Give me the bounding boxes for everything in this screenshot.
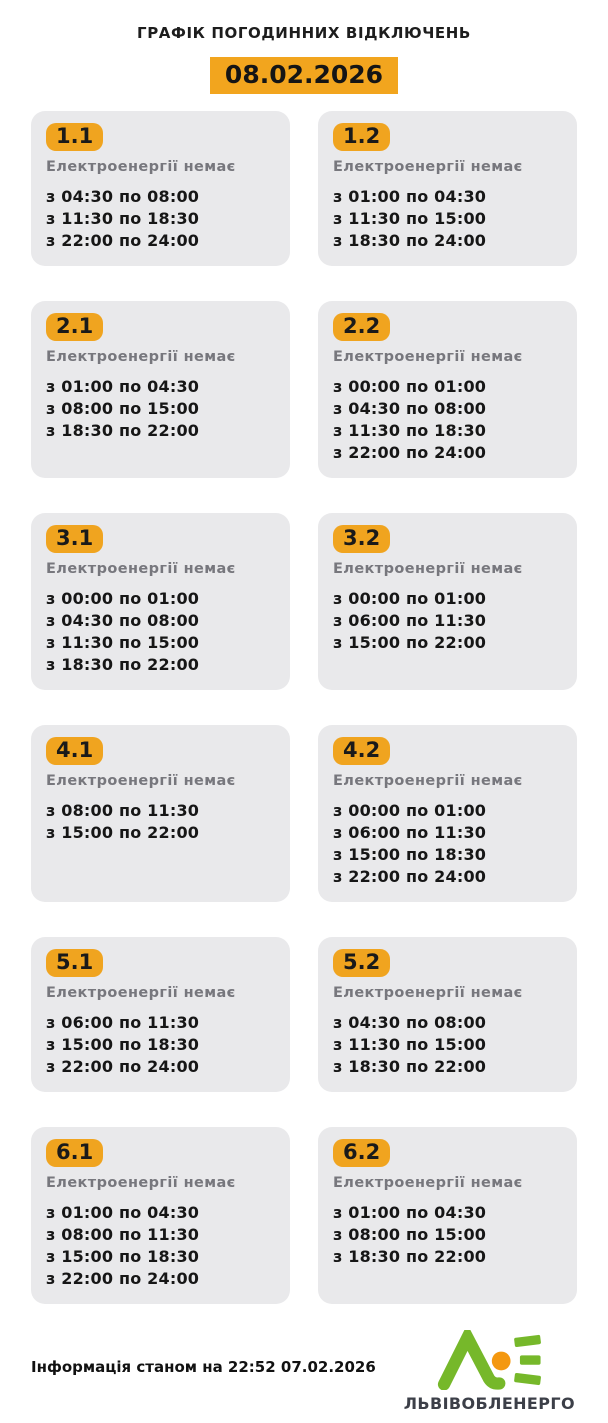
outage-interval: з 06:00 по 11:30 bbox=[333, 611, 487, 630]
outage-interval: з 11:30 по 15:00 bbox=[333, 1035, 487, 1054]
card-subtitle: Електроенергії немає bbox=[333, 985, 523, 1001]
card-subtitle: Електроенергії немає bbox=[46, 349, 236, 365]
outage-interval: з 08:00 по 11:30 bbox=[46, 801, 200, 820]
outage-card bbox=[31, 1127, 290, 1304]
group-badge: 2.1 bbox=[46, 313, 103, 341]
group-badge: 1.1 bbox=[46, 123, 103, 151]
outage-interval: з 06:00 по 11:30 bbox=[46, 1013, 200, 1032]
outage-times bbox=[333, 186, 562, 252]
outage-interval: з 11:30 по 15:00 bbox=[46, 633, 200, 652]
card-subtitle: Електроенергії немає bbox=[46, 773, 236, 789]
outage-interval: з 04:30 по 08:00 bbox=[46, 611, 200, 630]
outage-times bbox=[46, 1012, 275, 1078]
group-badge: 5.1 bbox=[46, 949, 103, 977]
group-badge: 4.2 bbox=[333, 737, 390, 765]
outage-times bbox=[333, 1202, 562, 1268]
outage-card bbox=[31, 937, 290, 1092]
outage-cards-grid bbox=[31, 111, 577, 1304]
outage-interval: з 06:00 по 11:30 bbox=[333, 823, 487, 842]
card-subtitle: Електроенергії немає bbox=[46, 1175, 236, 1191]
group-badge: 6.2 bbox=[333, 1139, 390, 1167]
outage-card bbox=[31, 301, 290, 478]
company-logo bbox=[404, 1330, 575, 1413]
outage-interval: з 18:30 по 22:00 bbox=[46, 655, 200, 674]
outage-interval: з 15:00 по 22:00 bbox=[46, 823, 200, 842]
outage-times bbox=[46, 376, 275, 442]
page-title: ГРАФІК ПОГОДИННИХ ВІДКЛЮЧЕНЬ bbox=[137, 24, 471, 42]
date-badge: 08.02.2026 bbox=[210, 57, 398, 94]
card-subtitle: Електроенергії немає bbox=[333, 349, 523, 365]
lvivoblenergo-logo-icon bbox=[437, 1330, 541, 1390]
outage-interval: з 18:30 по 22:00 bbox=[46, 421, 200, 440]
group-badge: 6.1 bbox=[46, 1139, 103, 1167]
outage-interval: з 00:00 по 01:00 bbox=[333, 801, 487, 820]
outage-card bbox=[318, 301, 577, 478]
card-subtitle: Електроенергії немає bbox=[333, 561, 523, 577]
group-badge: 1.2 bbox=[333, 123, 390, 151]
outage-interval: з 00:00 по 01:00 bbox=[333, 377, 487, 396]
group-badge: 2.2 bbox=[333, 313, 390, 341]
outage-interval: з 04:30 по 08:00 bbox=[46, 187, 200, 206]
outage-interval: з 11:30 по 15:00 bbox=[333, 209, 487, 228]
outage-interval: з 01:00 по 04:30 bbox=[333, 187, 487, 206]
card-subtitle: Електроенергії немає bbox=[46, 561, 236, 577]
outage-interval: з 15:00 по 18:30 bbox=[46, 1035, 200, 1054]
outage-interval: з 04:30 по 08:00 bbox=[333, 1013, 487, 1032]
date-row bbox=[31, 57, 577, 94]
outage-interval: з 22:00 по 24:00 bbox=[46, 1057, 200, 1076]
outage-card bbox=[31, 513, 290, 690]
footer bbox=[31, 1330, 577, 1413]
outage-card bbox=[318, 513, 577, 690]
logo-wordmark: ЛЬВІВОБЛЕНЕРГО bbox=[403, 1394, 575, 1413]
outage-interval: з 22:00 по 24:00 bbox=[333, 867, 487, 886]
card-subtitle: Електроенергії немає bbox=[333, 159, 523, 175]
outage-interval: з 00:00 по 01:00 bbox=[333, 589, 487, 608]
outage-schedule-page bbox=[0, 24, 608, 1423]
outage-card bbox=[318, 725, 577, 902]
outage-interval: з 15:00 по 22:00 bbox=[333, 633, 487, 652]
outage-times bbox=[333, 1012, 562, 1078]
card-subtitle: Електроенергії немає bbox=[333, 773, 523, 789]
card-subtitle: Електроенергії немає bbox=[46, 159, 236, 175]
outage-interval: з 08:00 по 15:00 bbox=[333, 1225, 487, 1244]
outage-times bbox=[333, 588, 562, 654]
outage-times bbox=[333, 376, 562, 464]
outage-interval: з 18:30 по 22:00 bbox=[333, 1247, 487, 1266]
outage-times bbox=[46, 800, 275, 844]
outage-card bbox=[318, 1127, 577, 1304]
outage-interval: з 08:00 по 11:30 bbox=[46, 1225, 200, 1244]
outage-interval: з 01:00 по 04:30 bbox=[333, 1203, 487, 1222]
outage-interval: з 01:00 по 04:30 bbox=[46, 1203, 200, 1222]
outage-card bbox=[318, 111, 577, 266]
outage-card bbox=[318, 937, 577, 1092]
outage-interval: з 11:30 по 18:30 bbox=[333, 421, 487, 440]
card-subtitle: Електроенергії немає bbox=[46, 985, 236, 1001]
outage-times bbox=[46, 588, 275, 676]
outage-interval: з 01:00 по 04:30 bbox=[46, 377, 200, 396]
group-badge: 3.1 bbox=[46, 525, 103, 553]
outage-interval: з 04:30 по 08:00 bbox=[333, 399, 487, 418]
outage-times bbox=[333, 800, 562, 888]
outage-times bbox=[46, 186, 275, 252]
group-badge: 5.2 bbox=[333, 949, 390, 977]
outage-interval: з 08:00 по 15:00 bbox=[46, 399, 200, 418]
info-timestamp: Інформація станом на 22:52 07.02.2026 bbox=[31, 1357, 376, 1376]
outage-interval: з 00:00 по 01:00 bbox=[46, 589, 200, 608]
outage-interval: з 22:00 по 24:00 bbox=[333, 443, 487, 462]
group-badge: 3.2 bbox=[333, 525, 390, 553]
group-badge: 4.1 bbox=[46, 737, 103, 765]
outage-interval: з 15:00 по 18:30 bbox=[46, 1247, 200, 1266]
outage-card bbox=[31, 111, 290, 266]
outage-interval: з 11:30 по 18:30 bbox=[46, 209, 200, 228]
outage-interval: з 22:00 по 24:00 bbox=[46, 1269, 200, 1288]
outage-interval: з 18:30 по 24:00 bbox=[333, 231, 487, 250]
outage-times bbox=[46, 1202, 275, 1290]
card-subtitle: Електроенергії немає bbox=[333, 1175, 523, 1191]
outage-interval: з 22:00 по 24:00 bbox=[46, 231, 200, 250]
outage-interval: з 18:30 по 22:00 bbox=[333, 1057, 487, 1076]
outage-interval: з 15:00 по 18:30 bbox=[333, 845, 487, 864]
outage-card bbox=[31, 725, 290, 902]
